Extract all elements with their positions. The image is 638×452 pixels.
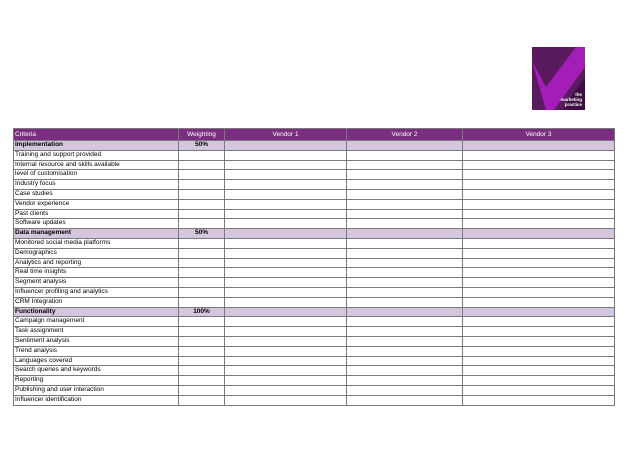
table-row [14, 150, 615, 160]
table-row [14, 356, 615, 366]
vendor-2-cell[interactable] [347, 395, 463, 405]
table-row [14, 209, 615, 219]
vendor-2-cell[interactable] [347, 170, 463, 180]
vendor-3-cell[interactable] [463, 307, 615, 317]
table-row [14, 395, 615, 405]
table-row [14, 336, 615, 346]
table-row [14, 180, 615, 190]
criteria-cell[interactable]: Data management [14, 229, 179, 239]
vendor-1-cell[interactable] [225, 170, 347, 180]
vendor-3-cell[interactable] [463, 297, 615, 307]
vendor-2-cell[interactable] [347, 385, 463, 395]
criteria-cell[interactable]: Influencer profiling and analytics [14, 287, 179, 297]
vendor-2-cell[interactable] [347, 287, 463, 297]
vendor-2-cell[interactable] [347, 307, 463, 317]
criteria-cell[interactable]: CRM Integration [14, 297, 179, 307]
weighting-cell[interactable] [179, 385, 225, 395]
vendor-2-cell[interactable] [347, 366, 463, 376]
table-row [14, 317, 615, 327]
vendor-3-cell[interactable] [463, 385, 615, 395]
weighting-cell[interactable] [179, 258, 225, 268]
vendor-3-cell[interactable] [463, 209, 615, 219]
table-row [14, 385, 615, 395]
vendor-3-cell[interactable] [463, 278, 615, 288]
table-row [14, 219, 615, 229]
vendor-3-cell[interactable] [463, 170, 615, 180]
weighting-cell[interactable] [179, 199, 225, 209]
vendor-1-cell[interactable] [225, 278, 347, 288]
criteria-cell[interactable]: Trend analysis [14, 346, 179, 356]
vendor-2-cell[interactable] [347, 209, 463, 219]
weighting-cell[interactable] [179, 238, 225, 248]
vendor-3-cell[interactable] [463, 287, 615, 297]
vendor-1-cell[interactable] [225, 346, 347, 356]
criteria-cell[interactable]: Task assignment [14, 327, 179, 337]
table-row [14, 287, 615, 297]
vendor-1-cell[interactable] [225, 395, 347, 405]
vendor-1-cell[interactable] [225, 160, 347, 170]
vendor-1-cell[interactable] [225, 199, 347, 209]
vendor-2-cell[interactable] [347, 219, 463, 229]
criteria-cell[interactable]: Publishing and user interaction [14, 385, 179, 395]
criteria-cell[interactable]: Industry focus [14, 180, 179, 190]
logo-line: practice [564, 102, 582, 107]
vendor-2-cell[interactable] [347, 238, 463, 248]
logo-text [552, 92, 582, 107]
logo [532, 47, 585, 110]
header-vendor-2[interactable]: Vendor 2 [347, 129, 463, 141]
vendor-1-cell[interactable] [225, 287, 347, 297]
table-row [14, 376, 615, 386]
section-row [14, 229, 615, 239]
vendor-2-cell[interactable] [347, 189, 463, 199]
weighting-cell[interactable] [179, 209, 225, 219]
criteria-cell[interactable]: Segment analysis [14, 278, 179, 288]
table-row [14, 170, 615, 180]
vendor-3-cell[interactable] [463, 248, 615, 258]
vendor-3-cell[interactable] [463, 258, 615, 268]
weighting-cell[interactable] [179, 356, 225, 366]
criteria-cell[interactable]: Internal resource and skills available [14, 160, 179, 170]
table-row [14, 189, 615, 199]
vendor-1-cell[interactable] [225, 268, 347, 278]
table-row [14, 346, 615, 356]
vendor-2-cell[interactable] [347, 150, 463, 160]
weighting-cell[interactable] [179, 366, 225, 376]
vendor-1-cell[interactable] [225, 366, 347, 376]
weighting-cell[interactable] [179, 248, 225, 258]
vendor-2-cell[interactable] [347, 356, 463, 366]
criteria-cell[interactable]: Past clients [14, 209, 179, 219]
criteria-cell[interactable]: Software updates [14, 219, 179, 229]
vendor-2-cell[interactable] [347, 336, 463, 346]
vendor-3-cell[interactable] [463, 199, 615, 209]
criteria-cell[interactable]: Monitored social media platforms [14, 238, 179, 248]
vendor-3-cell[interactable] [463, 180, 615, 190]
criteria-cell[interactable]: Vendor experience [14, 199, 179, 209]
criteria-cell[interactable]: Influencer identification [14, 395, 179, 405]
table-row [14, 258, 615, 268]
vendor-3-cell[interactable] [463, 366, 615, 376]
section-row [14, 307, 615, 317]
vendor-1-cell[interactable] [225, 336, 347, 346]
vendor-1-cell[interactable] [225, 356, 347, 366]
logo-line: marketing [560, 97, 582, 102]
criteria-cell[interactable]: Reporting [14, 376, 179, 386]
criteria-cell[interactable]: Demographics [14, 248, 179, 258]
vendor-3-cell[interactable] [463, 376, 615, 386]
header-vendor-3[interactable]: Vendor 3 [463, 129, 615, 141]
weighting-cell[interactable] [179, 336, 225, 346]
vendor-3-cell[interactable] [463, 356, 615, 366]
weighting-cell[interactable] [179, 180, 225, 190]
criteria-cell[interactable]: level of customisation [14, 170, 179, 180]
vendor-3-cell[interactable] [463, 395, 615, 405]
vendor-3-cell[interactable] [463, 150, 615, 160]
vendor-1-cell[interactable] [225, 209, 347, 219]
section-row [14, 141, 615, 151]
vendor-3-cell[interactable] [463, 268, 615, 278]
weighting-cell[interactable] [179, 150, 225, 160]
weighting-cell[interactable] [179, 170, 225, 180]
vendor-1-cell[interactable] [225, 327, 347, 337]
weighting-cell[interactable] [179, 219, 225, 229]
weighting-cell[interactable] [179, 160, 225, 170]
vendor-3-cell[interactable] [463, 238, 615, 248]
vendor-3-cell[interactable] [463, 336, 615, 346]
vendor-1-cell[interactable] [225, 229, 347, 239]
criteria-cell[interactable]: Training and support provided [14, 150, 179, 160]
vendor-evaluation-table [13, 128, 615, 406]
vendor-2-cell[interactable] [347, 180, 463, 190]
weighting-cell[interactable]: 100% [179, 307, 225, 317]
vendor-2-cell[interactable] [347, 346, 463, 356]
weighting-cell[interactable] [179, 327, 225, 337]
vendor-3-cell[interactable] [463, 189, 615, 199]
vendor-2-cell[interactable] [347, 376, 463, 386]
vendor-2-cell[interactable] [347, 199, 463, 209]
criteria-cell[interactable]: Real time insights [14, 268, 179, 278]
weighting-cell[interactable] [179, 287, 225, 297]
criteria-cell[interactable]: Case studies [14, 189, 179, 199]
criteria-cell[interactable]: Languages covered [14, 356, 179, 366]
criteria-cell[interactable]: Campaign management [14, 317, 179, 327]
header-vendor-1[interactable]: Vendor 1 [225, 129, 347, 141]
logo-line: the [575, 92, 582, 97]
vendor-3-cell[interactable] [463, 160, 615, 170]
vendor-2-cell[interactable] [347, 258, 463, 268]
vendor-3-cell[interactable] [463, 141, 615, 151]
weighting-cell[interactable] [179, 278, 225, 288]
weighting-cell[interactable] [179, 268, 225, 278]
vendor-1-cell[interactable] [225, 297, 347, 307]
vendor-3-cell[interactable] [463, 327, 615, 337]
vendor-3-cell[interactable] [463, 346, 615, 356]
vendor-1-cell[interactable] [225, 258, 347, 268]
vendor-2-cell[interactable] [347, 278, 463, 288]
vendor-2-cell[interactable] [347, 327, 463, 337]
table-row [14, 238, 615, 248]
table-row [14, 268, 615, 278]
vendor-2-cell[interactable] [347, 317, 463, 327]
vendor-2-cell[interactable] [347, 141, 463, 151]
vendor-1-cell[interactable] [225, 180, 347, 190]
vendor-2-cell[interactable] [347, 248, 463, 258]
weighting-cell[interactable] [179, 297, 225, 307]
weighting-cell[interactable] [179, 346, 225, 356]
table-row [14, 327, 615, 337]
weighting-cell[interactable]: 50% [179, 141, 225, 151]
vendor-2-cell[interactable] [347, 268, 463, 278]
table-row [14, 297, 615, 307]
vendor-3-cell[interactable] [463, 219, 615, 229]
table-row [14, 366, 615, 376]
weighting-cell[interactable]: 50% [179, 229, 225, 239]
vendor-2-cell[interactable] [347, 297, 463, 307]
criteria-cell[interactable]: Sentiment analysis [14, 336, 179, 346]
table-row [14, 160, 615, 170]
vendor-1-cell[interactable] [225, 141, 347, 151]
table-row [14, 248, 615, 258]
weighting-cell[interactable] [179, 317, 225, 327]
vendor-2-cell[interactable] [347, 229, 463, 239]
criteria-cell[interactable]: Functionality [14, 307, 179, 317]
vendor-3-cell[interactable] [463, 229, 615, 239]
vendor-1-cell[interactable] [225, 238, 347, 248]
criteria-cell[interactable]: Implementation [14, 141, 179, 151]
vendor-1-cell[interactable] [225, 219, 347, 229]
weighting-cell[interactable] [179, 395, 225, 405]
criteria-cell[interactable]: Search queries and keywords [14, 366, 179, 376]
criteria-cell[interactable]: Analytics and reporting [14, 258, 179, 268]
vendor-1-cell[interactable] [225, 150, 347, 160]
vendor-1-cell[interactable] [225, 248, 347, 258]
weighting-cell[interactable] [179, 189, 225, 199]
table-header-row [14, 129, 615, 141]
vendor-1-cell[interactable] [225, 376, 347, 386]
vendor-1-cell[interactable] [225, 307, 347, 317]
table-body [14, 141, 615, 406]
weighting-cell[interactable] [179, 376, 225, 386]
vendor-2-cell[interactable] [347, 160, 463, 170]
table-row [14, 278, 615, 288]
header-weighting[interactable]: Weighting [179, 129, 225, 141]
vendor-1-cell[interactable] [225, 189, 347, 199]
vendor-1-cell[interactable] [225, 317, 347, 327]
vendor-3-cell[interactable] [463, 317, 615, 327]
header-criteria[interactable]: Criteria [14, 129, 179, 141]
vendor-1-cell[interactable] [225, 385, 347, 395]
table-row [14, 199, 615, 209]
